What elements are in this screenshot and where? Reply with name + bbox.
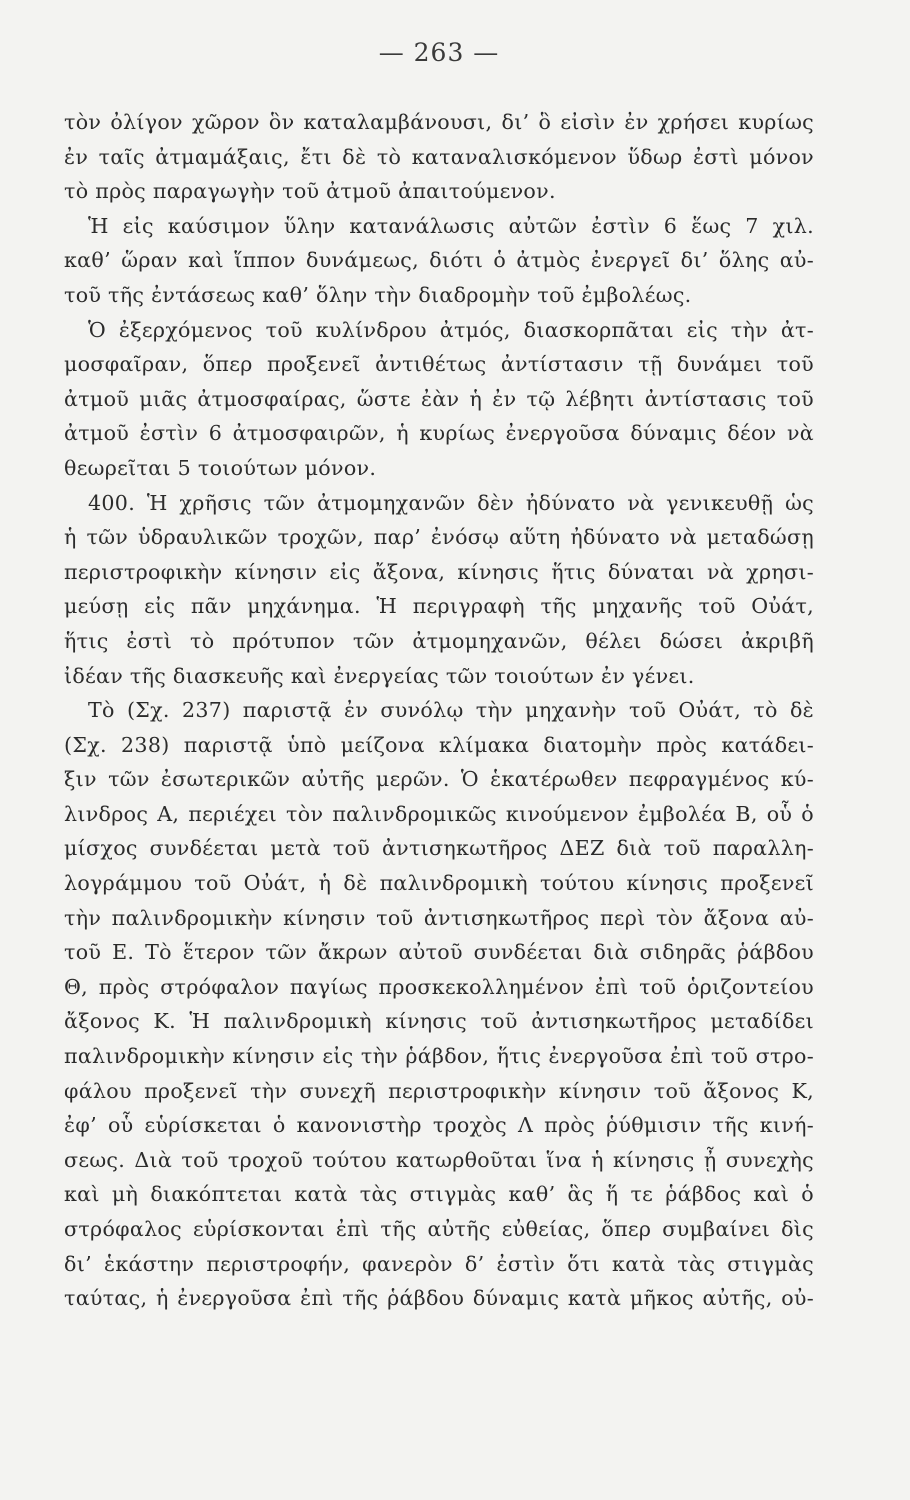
text-line: τὸ πρὸς παραγωγὴν τοῦ ἀτμοῦ ἀπαιτούμενον. [64, 179, 556, 204]
text-line: φάλου προξενεῖ τὴν συνεχῆ περιστροφικὴν κίνησιν τοῦ ἄξονος Κ, [64, 1078, 814, 1103]
text-line: ἄξονος Κ. Ἡ παλινδρομικὴ κίνησις τοῦ ἀντισηκωτῆρος μεταδίδει [64, 1009, 814, 1034]
text-line: καθ’ ὥραν καὶ ἵππον δυνάμεως, διότι ὁ ἀτμὸς ἐνεργεῖ δι’ ὅλης αὐ- [64, 248, 814, 273]
text-line: παλινδρομικὴν κίνησιν εἰς τὴν ῥάβδον, ἥτις ἐνεργοῦσα ἐπὶ τοῦ στρο- [64, 1044, 814, 1069]
text-line: θεωρεῖται 5 τοιούτων μόνον. [64, 455, 377, 480]
text-line: περιστροφικὴν κίνησιν εἰς ἄξονα, κίνησις ἥτις δύναται νὰ χρησι- [64, 559, 814, 584]
text-line: μοσφαῖραν, ὅπερ προξενεῖ ἀντιθέτως ἀντίστασιν τῇ δυνάμει τοῦ [64, 352, 814, 377]
text-line: ἀτμοῦ ἐστὶν 6 ἀτμοσφαιρῶν, ἡ κυρίως ἐνεργοῦσα δύναμις δέον νὰ [64, 421, 814, 446]
text-line: λογράμμου τοῦ Οὐάτ, ἡ δὲ παλινδρομικὴ τούτου κίνησις προξενεῖ [64, 871, 814, 896]
text-line: στρόφαλος εὑρίσκονται ἐπὶ τῆς αὐτῆς εὐθείας, ὅπερ συμβαίνει δὶς [64, 1217, 814, 1241]
text-line: Θ, πρὸς στρόφαλον παγίως προσκεκολλημένον ἐπὶ τοῦ ὁριζοντείου [64, 974, 814, 999]
text-line: σεως. Διὰ τοῦ τροχοῦ τούτου κατωρθοῦται ἵνα ἡ κίνησις ᾖ συνεχὴς [64, 1147, 814, 1172]
text-line: ἐφ’ οὗ εὑρίσκεται ὁ κανονιστὴρ τροχὸς Λ πρὸς ῥύθμισιν τῆς κινή- [64, 1113, 814, 1138]
text-line: τὴν παλινδρομικὴν κίνησιν τοῦ ἀντισηκωτῆρος περὶ τὸν ἄξονα αὐ- [64, 905, 814, 930]
page-number: — 263 — [378, 38, 500, 67]
text-line: ταύτας, ἡ ἐνεργοῦσα ἐπὶ τῆς ῥάβδου δύναμις κατὰ μῆκος αὐτῆς, οὐ- [64, 1286, 814, 1311]
text-line: Ὁ ἐξερχόμενος τοῦ κυλίνδρου ἀτμός, διασκορπᾶται εἰς τὴν ἀτ- [88, 317, 814, 342]
body-text [64, 105, 814, 1316]
text-line: μίσχος συνδέεται μετὰ τοῦ ἀντισηκωτῆρος ΔΕΖ διὰ τοῦ παραλλη- [64, 836, 814, 861]
text-line: ξιν τῶν ἐσωτερικῶν αὐτῆς μερῶν. Ὁ ἑκατέρωθεν πεφραγμένος κύ- [64, 767, 814, 792]
text-line: (Σχ. 238) παριστᾷ ὑπὸ μείζονα κλίμακα διατομὴν πρὸς κατάδει- [64, 732, 814, 757]
text-line: τὸν ὀλίγον χῶρον ὃν καταλαμβάνουσι, δι’ ὃ εἰσὶν ἐν χρήσει κυρίως [64, 110, 814, 134]
text-line: δι’ ἑκάστην περιστροφήν, φανερὸν δ’ ἐστὶν ὅτι κατὰ τὰς στιγμὰς [64, 1251, 814, 1276]
text-line: τοῦ τῆς ἐντάσεως καθ’ ὅλην τὴν διαδρομὴν τοῦ ἐμβολέως. [64, 282, 692, 307]
text-line: καὶ μὴ διακόπτεται κατὰ τὰς στιγμὰς καθ’ ἃς ἥ τε ῥάβδος καὶ ὁ [64, 1182, 814, 1207]
text-line: ἡ τῶν ὑδραυλικῶν τροχῶν, παρ’ ἐνόσῳ αὕτη ἠδύνατο νὰ μεταδώσῃ [64, 525, 814, 550]
text-line: Ἡ εἰς καύσιμον ὕλην κατανάλωσις αὐτῶν ἐστὶν 6 ἕως 7 χιλ. [88, 213, 814, 238]
text-line: 400. Ἡ χρῆσις τῶν ἀτμομηχανῶν δὲν ἠδύνατο νὰ γενικευθῇ ὡς [88, 490, 814, 515]
text-line: ἐν ταῖς ἀτμαμάξαις, ἔτι δὲ τὸ καταναλισκόμενον ὕδωρ ἐστὶ μόνον [64, 144, 814, 169]
text-line: ἀτμοῦ μιᾶς ἀτμοσφαίρας, ὥστε ἐὰν ἡ ἐν τῷ λέβητι ἀντίστασις τοῦ [64, 386, 814, 411]
text-line: τοῦ Ε. Τὸ ἕτερον τῶν ἄκρων αὐτοῦ συνδέεται διὰ σιδηρᾶς ῥάβδου [64, 940, 814, 965]
text-line: ἰδέαν τῆς διασκευῆς καὶ ἐνεργείας τῶν τοιούτων ἐν γένει. [64, 663, 695, 688]
text-line: ἥτις ἐστὶ τὸ πρότυπον τῶν ἀτμομηχανῶν, θέλει δώσει ἀκριβῆ [64, 628, 814, 653]
text-line: λινδρος Α, περιέχει τὸν παλινδρομικῶς κινούμενον ἐμβολέα Β, οὗ ὁ [64, 801, 814, 826]
text-line: μεύσῃ εἰς πᾶν μηχάνημα. Ἡ περιγραφὴ τῆς μηχανῆς τοῦ Οὐάτ, [64, 594, 814, 619]
text-line: Τὸ (Σχ. 237) παριστᾷ ἐν συνόλῳ τὴν μηχανὴν τοῦ Οὐάτ, τὸ δὲ [88, 698, 814, 723]
